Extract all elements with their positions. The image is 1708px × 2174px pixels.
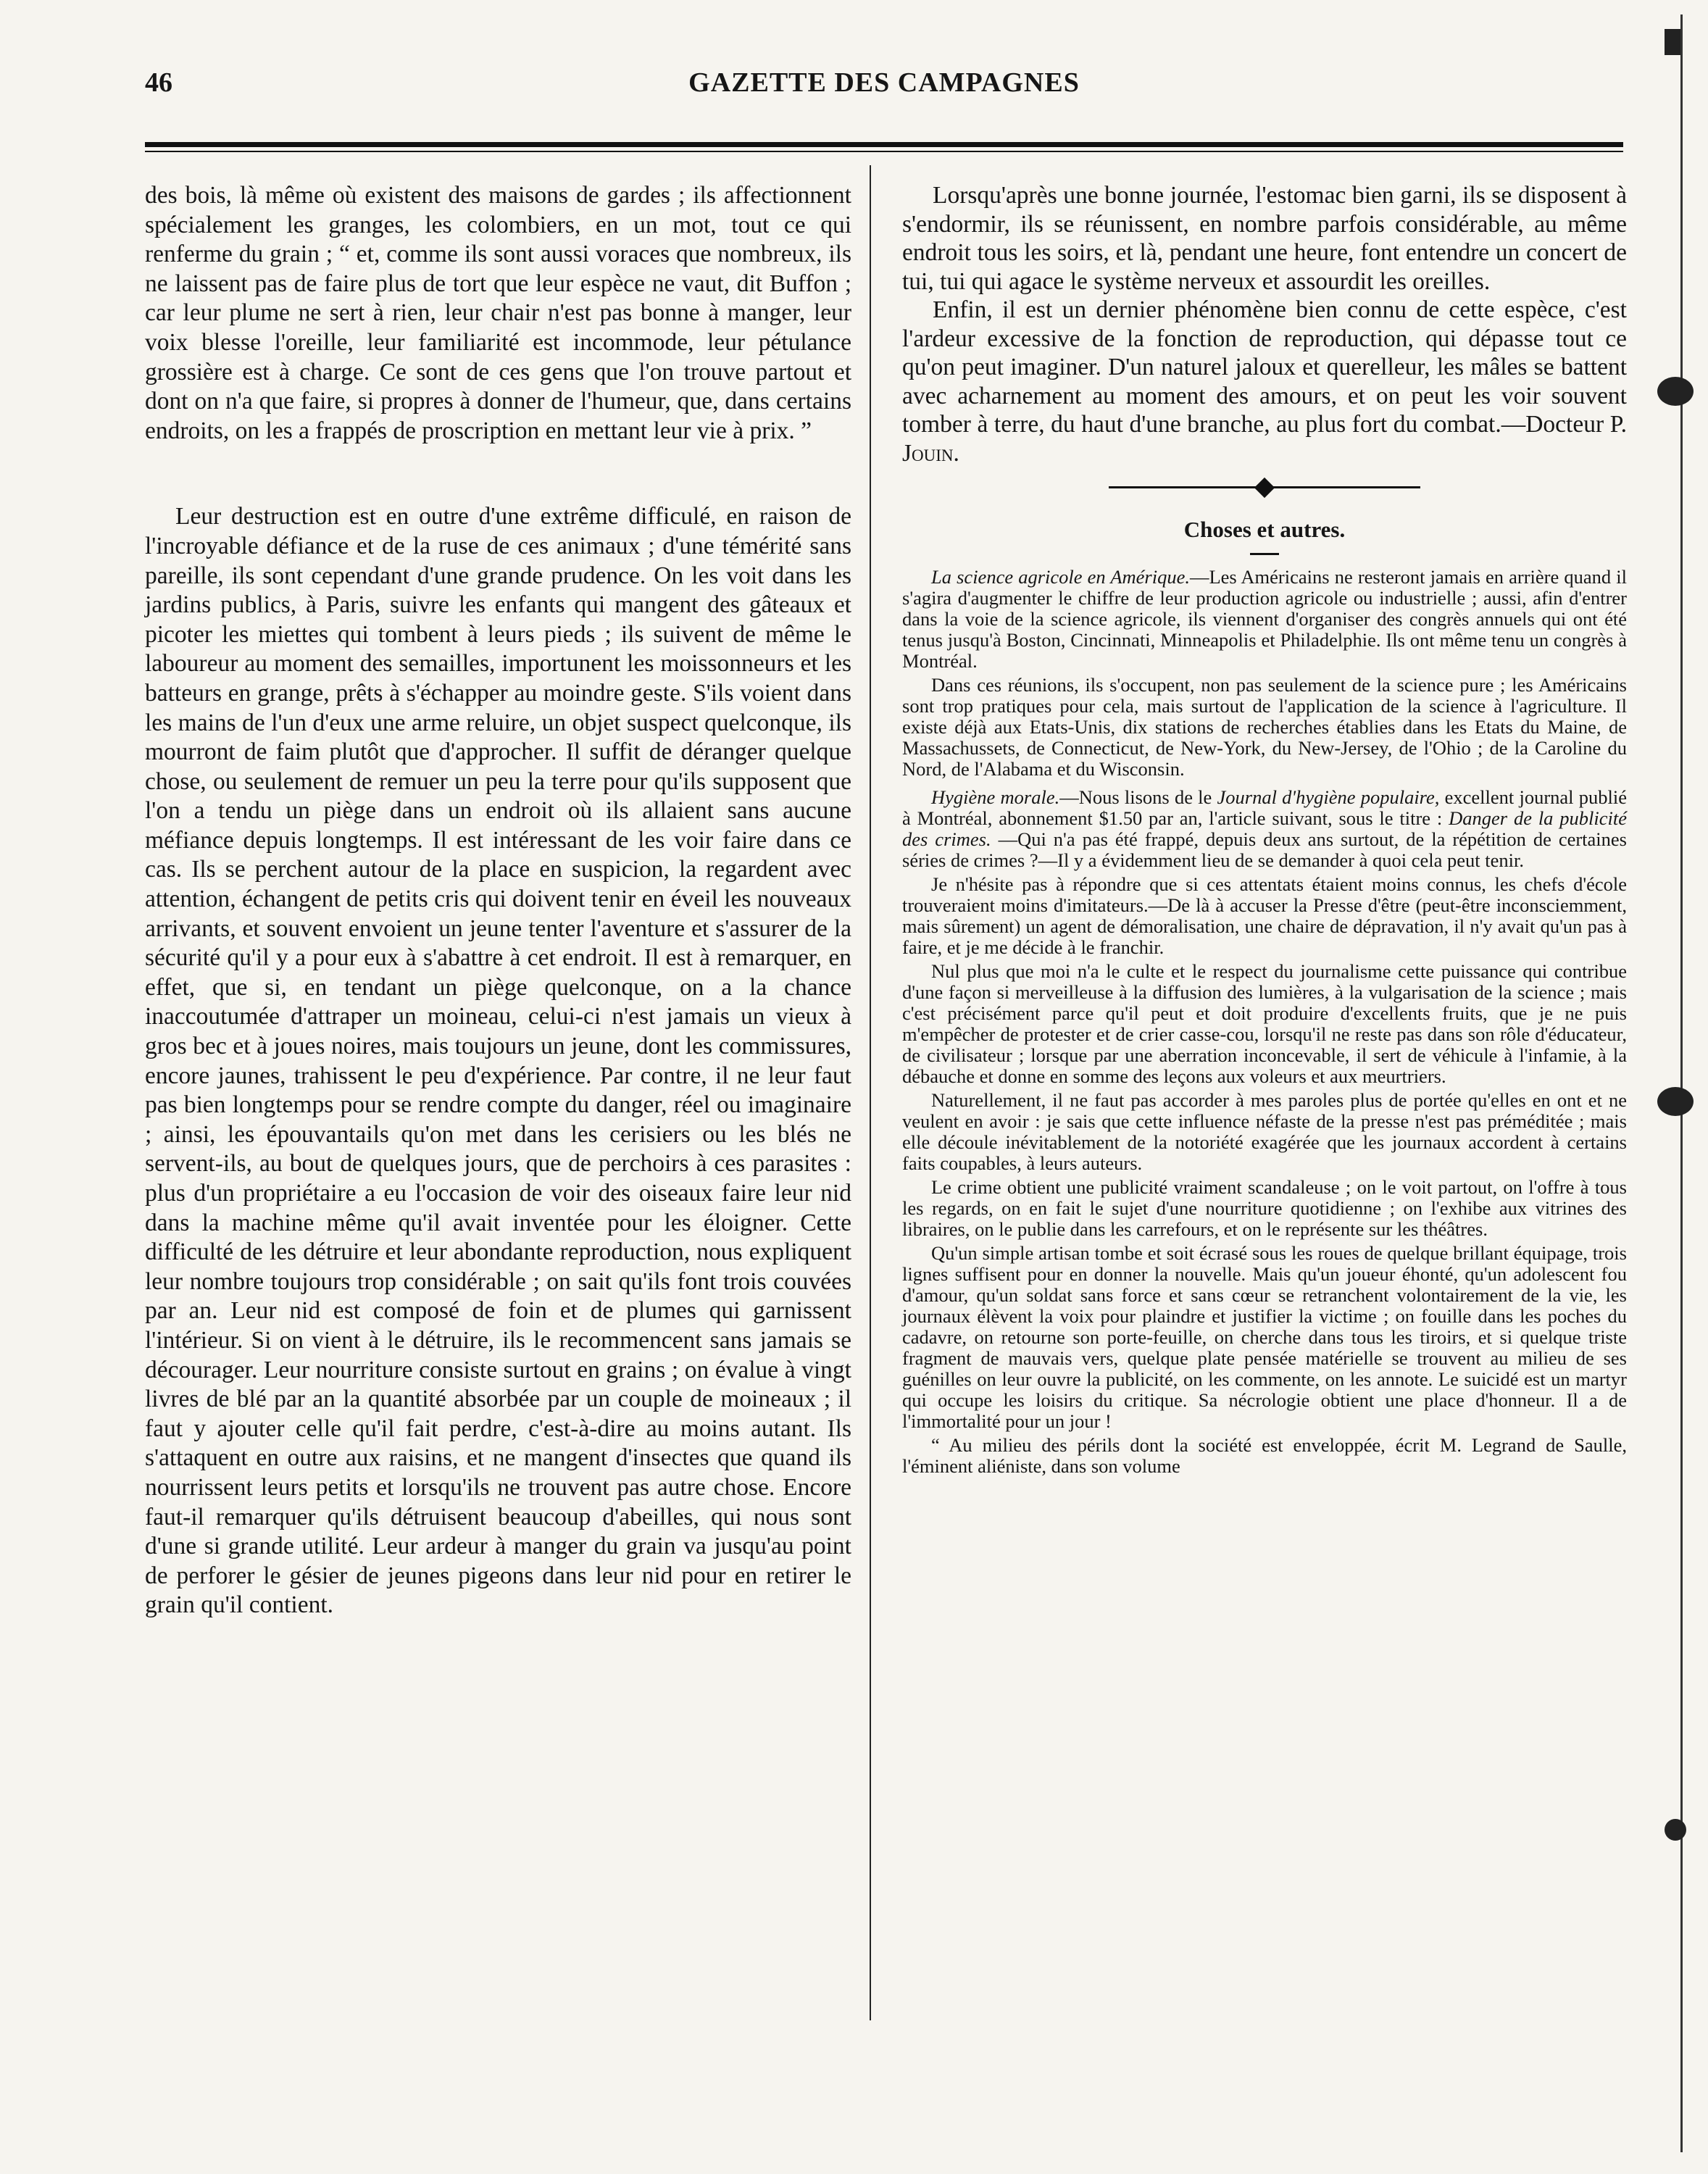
right-paragraph-1: Lorsqu'après une bonne journée, l'estomac bien garni, ils se disposent à s'endormir, ils se réunissent, en nombre parfois considérable, au même endroit tous les soirs, et là, pendant une heure, font entendre un concert de tui, tui qui agace le système nerveux et assourdit les oreilles. — [902, 182, 1627, 295]
page-number: 46 — [145, 67, 172, 98]
section-short-rule — [1250, 553, 1279, 555]
paragraph-gap — [145, 446, 851, 502]
news-item-agriculture-text: —Les Américains ne resteront jamais en arrière quand il s'agira d'augmenter le chiffre de leur production agricole ou industrielle ; aussi, afin d'entrer dans la voie de la science agricole, ils viennent d'organiser des congrès annuels qui ont été tenus jusqu'à Boston, Cincinnati, Minneapolis et Philadelphie. Ils ont même tenu un congrès à Montréal. — [902, 566, 1627, 672]
running-title: GAZETTE DES CAMPAGNES — [688, 67, 1080, 98]
left-paragraph-2: Leur destruction est en outre d'une extrême difficulé, en raison de l'incroyable défiance et de la ruse de ces animaux ; d'une témérité sans pareille, ils sont cependant d'une grande prudence. On les voit dans les jardins publics, à Paris, suivre les enfants qui mangent des gâteaux et picoter les miettes qui tombent à leurs pieds ; ils suivent de même le laboureur au moment des semailles, importunent les moissonneurs et les batteurs en grange, prêts à s'échapper au moindre geste. S'ils voient dans les mains de l'un d'eux une arme reluire, un objet suspect quelconque, ils mourront de faim plutôt que d'approcher. Il suffit de déranger quelque chose, ou seulement de remuer un peu la terre pour qu'ils supposent que l'on a tendu un piège dans un endroit où ils allaient sans aucune méfiance depuis longtemps. Il est intéressant de les voir faire dans ce cas. Ils se perchent autour de la place en suspicion, la regardent avec attention, échangent de petits cris qui doivent tenir en éveil les nouveaux arrivants, et souvent envoient un jeune tenter l'aventure et s'assurer de la sécurité qu'il y a pour eux à s'abattre à cet endroit. Il est à remarquer, en effet, que si, en tendant un piège quelconque, on a la chance inaccoutumée d'attraper un moineau, celui-ci n'est jamais un vieux à gros bec et à joues noires, mais toujours un jeune, dont les commissures, encore jaunes, trahissent le peu d'expérience. Par contre, il ne leur faut pas bien longtemps pour se rendre compte du danger, réel ou imaginaire ; ainsi, les épouvantails qu'on met dans les cerisiers ou les blés ne servent-ils, au bout de quelques jours, que de perchoirs à ces parasites : plus d'un propriétaire a eu l'occasion de voir des oiseaux faire leur nid dans la machine même qu'il avait inventée pour les éloigner. Cette difficulté de les détruire et leur abondante reproduction, nous expliquent leur nombre toujours trop considérable ; on sait qu'ils font trois couvées par an. Leur nid est composé de foin et de plumes qui garnissent l'intérieur. Si on vient à le détruire, ils le recommencent sans jamais se décourager. Leur nourriture consiste surtout en grains ; on évalue à vingt livres de blé par an la quantité absorbée par un couple de moineaux ; il faut y ajouter celle qu'il fait perdre, c'est-à-dire au moins autant. Ils s'attaquent en outre aux raisins, et ne mangent d'insectes que quand ils nourrissent leurs petits et lorsqu'ils ne trouvent pas autre chose. Encore faut-il remarquer qu'ils détruisent beaucoup d'abeilles, qui nous sont d'une si grande utilité. Leur ardeur à manger du grain va jusqu'au point de perforer le gésier de jeunes pigeons dans leur nid pour en retirer le grain qu'il contient. — [145, 503, 851, 1619]
news-item-agriculture — [902, 567, 1627, 672]
binding-mark — [1657, 1087, 1694, 1116]
binding-mark — [1657, 377, 1694, 406]
hygiene-paragraph-7: “ Au milieu des périls dont la société est enveloppée, écrit M. Legrand de Saulle, l'éminent aliéniste, dans son volume — [902, 1434, 1627, 1477]
header-rule-thick — [145, 142, 1623, 147]
news-items — [902, 567, 1627, 1477]
news-item-agriculture-title: La science agricole en Amérique. — [931, 566, 1190, 588]
left-column — [145, 181, 851, 1620]
news-item-hygiene — [902, 787, 1627, 871]
news-item-hygiene-title: Hygiène morale. — [931, 786, 1060, 808]
author-signature: Jouin. — [902, 439, 959, 467]
hygiene-paragraph-5: Le crime obtient une publicité vraiment scandaleuse ; on le voit partout, on l'offre à tous les regards, on en fait le sujet d'une nourriture quotidienne ; on l'exhibe aux vitrines des libraires, on le publie dans les carrefours, et on le représente sur les théâtres. — [902, 1176, 1627, 1240]
left-paragraph-1: des bois, là même où existent des maisons de gardes ; ils affectionnent spécialement les granges, les colombiers, en un mot, tout ce qui renferme du grain ; “ et, comme ils sont aussi voraces que nombreux, ils ne laissent pas de faire plus de tort que leur espèce ne vaut, dit Buffon ; car leur plume ne sert à rien, leur chair n'est pas bonne à manger, leur voix blesse l'oreille, leur familiarité est incommode, leur pétulance grossière est à charge. Ce sont de ces gens que l'on trouve partout et dont on n'a que faire, si propres à donner de l'humeur, que, dans certains endroits, on les a frappés de proscription en mettant leur vie à prix. ” — [145, 182, 851, 444]
binding-margin — [1636, 0, 1708, 2174]
hygiene-paragraph-6: Qu'un simple artisan tombe et soit écrasé sous les roues de quelque brillant équipage, trois lignes suffisent pour en donner la nouvelle. Mais qu'un joueur éhonté, qu'un adolescent fou d'amour, qu'un soldat sans force et sans cœur se retranchent volontairement de la vie, les journaux élèvent la voix pour plaindre et justifier la victime ; on fouille dans les poches du cadavre, on retourne son porte-feuille, on cherche dans tous les tiroirs, et si quelque triste fragment de mauvais vers, quelque plate pensée matérielle se trouvent au milieu de ses guénilles on leur ouvre la publicité, on les commente, on les annote. Le suicidé est un martyr qui occupe les loisirs du critique. Sa nécrologie obtient une place d'honneur. Il a de l'immortalité pour un jour ! — [902, 1242, 1627, 1432]
column-divider — [870, 165, 871, 2020]
news-item-hygiene-lead-3: —Qui n'a pas été frappé, depuis deux ans surtout, de la répétition de certaines séries de crimes ?—Il y a évidemment lieu de se demander à quoi cela peut tenir. — [902, 828, 1627, 871]
section-ornament — [902, 467, 1627, 512]
right-column — [902, 181, 1627, 1480]
news-item-hygiene-lead: —Nous lisons de le — [1059, 786, 1217, 808]
news-item-hygiene-lead-2: excellent journal publié à Montréal, abonnement $1.50 par an, l'article suivant, sous le titre : — [902, 786, 1627, 829]
journal-name: Journal d'hygiène populaire, — [1217, 786, 1440, 808]
right-paragraph-2-text: Enfin, il est un dernier phénomène bien connu de cette espèce, c'est l'ardeur excessive de la fonction de reproduction, qui dépasse tout ce qu'on peut imaginer. D'un naturel jaloux et querelleur, les mâles se battent avec acharnement au moment des amours, et on peut les voir souvent tomber à terre, du haut d'une branche, au plus fort du combat.—Docteur P. — [902, 296, 1627, 438]
page-header — [145, 67, 1623, 110]
right-paragraph-2 — [902, 296, 1627, 467]
binding-mark — [1665, 29, 1680, 55]
hygiene-paragraph-3: Nul plus que moi n'a le culte et le respect du journalisme cette puissance qui contribue d'une façon si merveilleuse à la diffusion des lumières, à la vulgarisation de la science ; mais c'est précisément parce qu'il peut et doit produire d'excellents fruits, que je ne puis m'empêcher de protester et de crier casse-cou, lorsqu'il ne reste pas dans son rôle d'éducateur, de civilisateur ; lorsque par une aberration inconcevable, il sert de véhicule à l'infamie, à la débauche et donne en somme des leçons aux voleurs et aux meurtriers. — [902, 960, 1627, 1087]
ornament-diamond — [1254, 478, 1275, 498]
binding-mark — [1665, 1819, 1686, 1841]
hygiene-paragraph-4: Naturellement, il ne faut pas accorder à mes paroles plus de portée qu'elles en ont et ne veulent en avoir : je sais que cette influence néfaste de la presse n'est pas préméditée ; mais elle découle inévitablement de la notoriété exagérée que les journaux accordent à certains faits coupables, à leurs auteurs. — [902, 1089, 1627, 1174]
header-rule-thin — [145, 151, 1623, 152]
article-title: Danger de la publicité des crimes. — [902, 807, 1628, 850]
section-title: Choses et autres. — [1183, 517, 1346, 542]
news-item-agriculture-2: Dans ces réunions, ils s'occupent, non pas seulement de la science pure ; les Américains sont trop pratiques pour cela, mais surtout de l'application de la science à l'agriculture. Il existe déjà aux Etats-Unis, dix stations de recherches établies dans les Etats du Maine, de Massachussets, de Connecticut, de New-York, du New-Jersey, de l'Ohio ; de la Caroline du Nord, de l'Alabama et du Wisconsin. — [902, 674, 1627, 780]
hygiene-paragraph-2: Je n'hésite pas à répondre que si ces attentats étaient moins connus, les chefs d'école trouveraient moins d'imitateurs.—De là à accuser la Presse d'être (peut-être inconsciemment, mais sûrement) un agent de démoralisation, une chaire de dépravation, il n'y avait qu'un pas à faire, et je me décide à le franchir. — [902, 873, 1627, 958]
